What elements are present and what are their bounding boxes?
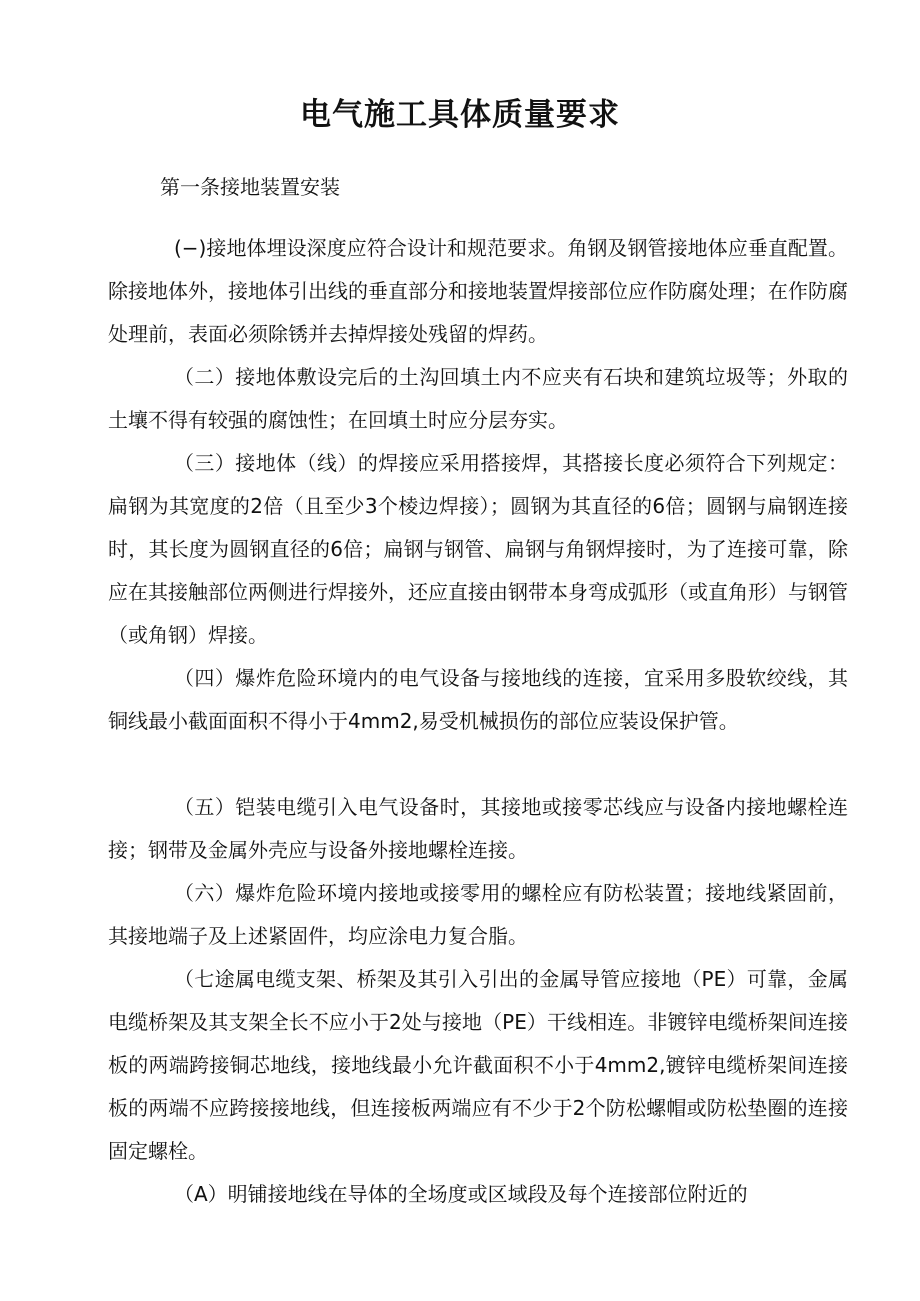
document-title: 电气施工具体质量要求 [300,97,620,133]
paragraph-8: （A）明铺接地线在导体的全场度或区域段及每个连接部位附近的 [174,1182,748,1206]
paragraph-2: （二）接地体敷设完后的土沟回填土内不应夹有石块和建筑垃圾等；外取的土壤不得有较强的腐蚀性；在回填土时应分层夯实。 [108,365,848,432]
paragraph-3: （三）接地体（线）的焊接应采用搭接焊，其搭接长度必须符合下列规定：扁钢为其宽度的2倍（且至少3个棱边焊接）；圆钢为其直径的6倍；圆钢与扁钢连接时，其长度为圆钢直径的6倍；扁钢与钢管、扁钢与角钢焊接时，为了连接可靠，除应在其接触部位两侧进行焊接外，还应直接由钢带本身弯成弧形（或直角形）与钢管（或角钢）焊接。 [108,451,848,647]
section-heading: 第一条接地装置安装 [160,175,340,199]
paragraph-5: （五）铠装电缆引入电气设备时，其接地或接零芯线应与设备内接地螺栓连接；钢带及金属外壳应与设备外接地螺栓连接。 [108,795,848,862]
paragraph-6: （六）爆炸危险环境内接地或接零用的螺栓应有防松装置；接地线紧固前，其接地端子及上述紧固件，均应涂电力复合脂。 [108,881,848,948]
paragraph-7: （七途属电缆支架、桥架及其引入引出的金属导管应接地（PE）可靠，金属电缆桥架及其支架全长不应小于2处与接地（PE）干线相连。非镀锌电缆桥架间连接板的两端跨接铜芯地线，接地线最小允许截面积不小于4mm2,镀锌电缆桥架间连接板的两端不应跨接接地线，但连接板两端应有不少于2个防松螺帽或防松垫圈的连接固定螺栓。 [108,967,848,1163]
paragraph-4: （四）爆炸危险环境内的电气设备与接地线的连接，宜采用多股软绞线，其铜线最小截面面积不得小于4mm2,易受机械损伤的部位应装设保护管。 [108,666,848,733]
paragraph-1: (−)接地体埋设深度应符合设计和规范要求。角钢及钢管接地体应垂直配置。除接地体外，接地体引出线的垂直部分和接地装置焊接部位应作防腐处理；在作防腐处理前，表面必须除锈并去掉焊接处残留的焊药。 [108,236,848,346]
